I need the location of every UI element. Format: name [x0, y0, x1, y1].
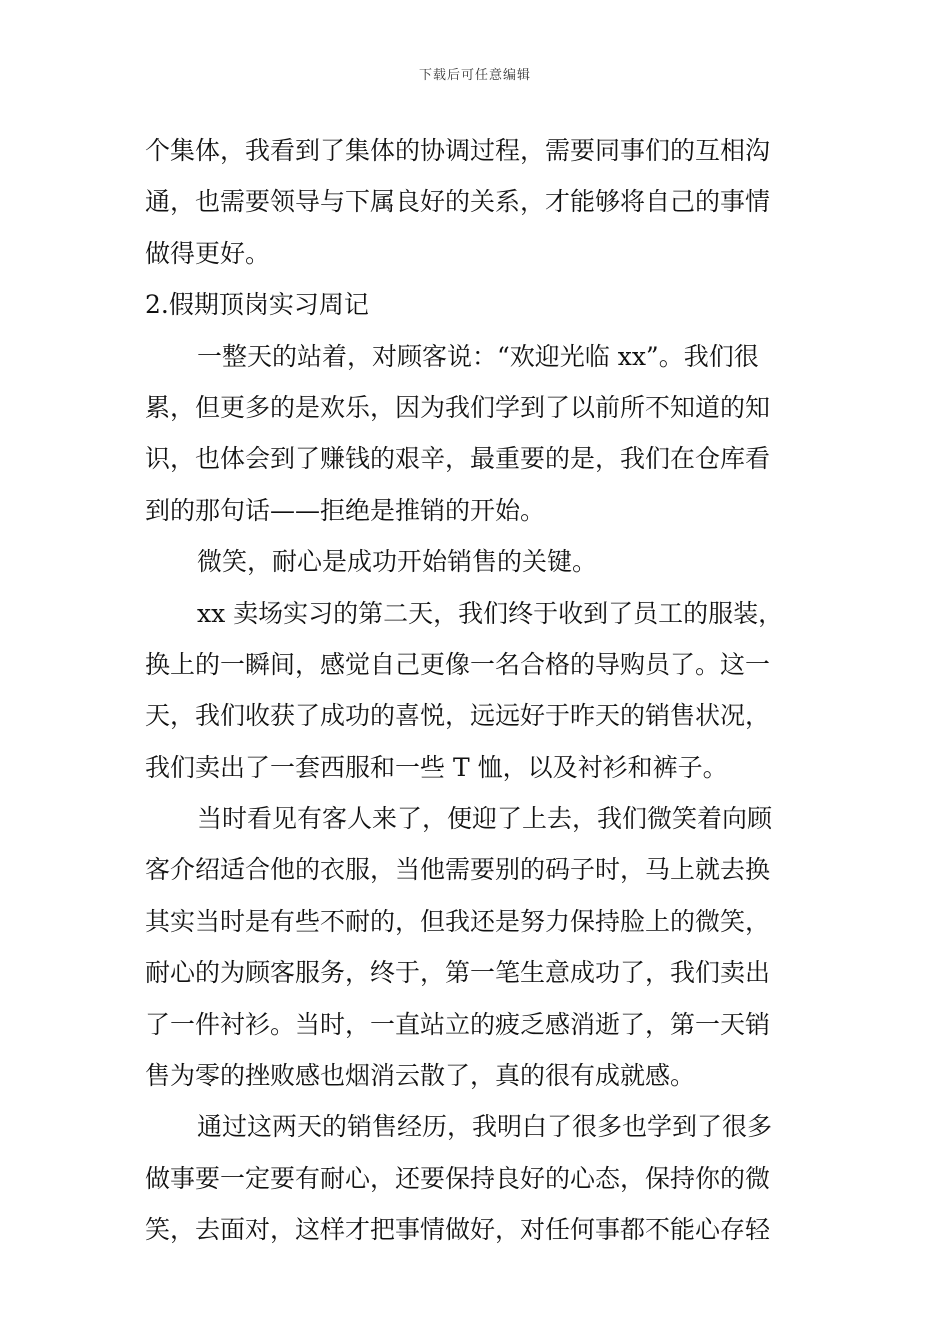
text-line: 通，也需要领导与下属良好的关系，才能够将自己的事情 [145, 187, 771, 217]
page-header: 下载后可任意编辑 [418, 68, 531, 83]
text-line: 当时看见有客人来了，便迎了上去，我们微笑着向顾 [197, 804, 773, 834]
text-line: 售为零的挫败感也烟消云散了，真的很有成就感。 [145, 1061, 696, 1091]
text-line: 通过这两天的销售经历，我明白了很多也学到了很多 [197, 1112, 773, 1142]
text-line: 换上的一瞬间，感觉自己更像一名合格的导购员了。这一 [145, 649, 771, 679]
text-line: 到的那句话——拒绝是推销的开始。 [145, 495, 546, 525]
text-line: xx 卖场实习的第二天，我们终于收到了员工的服装， [197, 598, 784, 628]
text-line: 我们卖出了一套西服和一些 T 恤，以及衬衫和裤子。 [145, 752, 728, 782]
text-line: 累，但更多的是欢乐，因为我们学到了以前所不知道的知 [145, 392, 771, 422]
text-line: 其实当时是有些不耐的，但我还是努力保持脸上的微笑， [145, 906, 771, 936]
text-line: 微笑，耐心是成功开始销售的关键。 [197, 547, 598, 577]
text-line: 天，我们收获了成功的喜悦，远远好于昨天的销售状况， [145, 701, 771, 731]
text-line: 耐心的为顾客服务，终于，第一笔生意成功了，我们卖出 [145, 958, 771, 988]
text-line: 做事要一定要有耐心，还要保持良好的心态，保持你的微 [145, 1163, 771, 1193]
text-line: 个集体，我看到了集体的协调过程，需要同事们的互相沟 [145, 136, 771, 165]
text-line: 了一件衬衫。当时，一直站立的疲乏感消逝了，第一天销 [145, 1009, 771, 1039]
text-line: 做得更好。 [145, 238, 271, 268]
text-line: 识，也体会到了赚钱的艰辛，最重要的是，我们在仓库看 [145, 444, 771, 474]
section-heading: 2.假期顶岗实习周记 [145, 290, 369, 320]
text-line: 一整天的站着，对顾客说：“欢迎光临 xx”。我们很 [197, 341, 759, 371]
body-text [145, 125, 810, 1256]
text-line: 客介绍适合他的衣服，当他需要别的码子时，马上就去换 [145, 855, 771, 885]
text-line: 笑，去面对，这样才把事情做好，对任何事都不能心存轻 [145, 1215, 771, 1245]
